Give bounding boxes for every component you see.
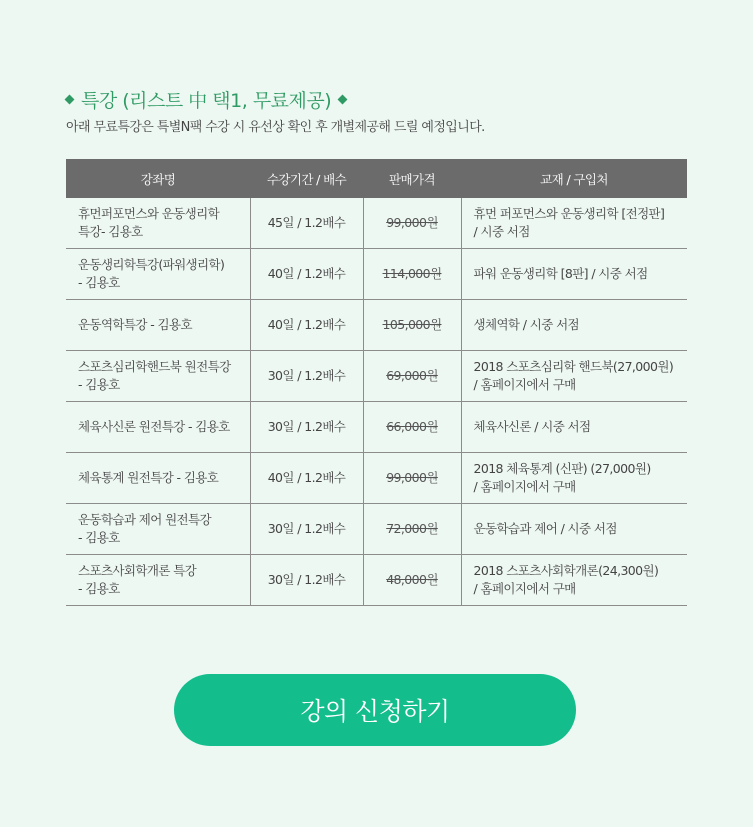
table-row [66, 198, 687, 249]
section-title-row [66, 86, 346, 113]
section-title: 특강 (리스트 中 택1, 무료제공) [81, 90, 332, 112]
diamond-bullet-icon [338, 95, 348, 105]
table-row [66, 555, 687, 606]
course-name-cell: 체육사신론 원전특강 - 김용호 [66, 402, 250, 453]
period-cell: 40일 / 1.2배수 [250, 249, 363, 300]
course-name-cell: 운동생리학특강(파워생리학) - 김용호 [66, 249, 250, 300]
book-cell: 파워 운동생리학 [8판] / 시중 서점 [461, 249, 687, 300]
course-name-cell: 스포츠사회학개론 특강 - 김용호 [66, 555, 250, 606]
table-row [66, 300, 687, 351]
period-cell: 40일 / 1.2배수 [250, 453, 363, 504]
period-cell: 30일 / 1.2배수 [250, 402, 363, 453]
header-course-name: 강좌명 [66, 159, 250, 198]
price-cell: 114,000원 [363, 249, 461, 300]
apply-course-button[interactable]: 강의 신청하기 [174, 674, 576, 746]
period-cell: 45일 / 1.2배수 [250, 198, 363, 249]
period-cell: 30일 / 1.2배수 [250, 555, 363, 606]
price-cell: 99,000원 [363, 453, 461, 504]
section-subtitle: 아래 무료특강은 특별N팩 수강 시 유선상 확인 후 개별제공해 드릴 예정입니다. [66, 120, 485, 135]
book-cell: 휴먼 퍼포먼스와 운동생리학 [전정판] / 시중 서점 [461, 198, 687, 249]
period-cell: 30일 / 1.2배수 [250, 504, 363, 555]
course-table [66, 159, 687, 606]
table-row [66, 351, 687, 402]
book-cell: 운동학습과 제어 / 시중 서점 [461, 504, 687, 555]
price-cell: 69,000원 [363, 351, 461, 402]
table-row [66, 402, 687, 453]
price-cell: 105,000원 [363, 300, 461, 351]
book-cell: 2018 체육통계 (신판) (27,000원) / 홈페이지에서 구매 [461, 453, 687, 504]
price-cell: 99,000원 [363, 198, 461, 249]
book-cell: 체육사신론 / 시중 서점 [461, 402, 687, 453]
book-cell: 생체역학 / 시중 서점 [461, 300, 687, 351]
diamond-bullet-icon [65, 95, 75, 105]
table-row [66, 453, 687, 504]
course-name-cell: 운동역학특강 - 김용호 [66, 300, 250, 351]
course-name-cell: 운동학습과 제어 원전특강 - 김용호 [66, 504, 250, 555]
header-book: 교재 / 구입처 [461, 159, 687, 198]
course-name-cell: 체육통계 원전특강 - 김용호 [66, 453, 250, 504]
book-cell: 2018 스포츠사회학개론(24,300원) / 홈페이지에서 구매 [461, 555, 687, 606]
price-cell: 72,000원 [363, 504, 461, 555]
price-cell: 66,000원 [363, 402, 461, 453]
book-cell: 2018 스포츠심리학 핸드북(27,000원) / 홈페이지에서 구매 [461, 351, 687, 402]
table-header-row [66, 159, 687, 198]
course-name-cell: 스포츠심리학핸드북 원전특강 - 김용호 [66, 351, 250, 402]
table-row [66, 504, 687, 555]
table-row [66, 249, 687, 300]
price-cell: 48,000원 [363, 555, 461, 606]
period-cell: 30일 / 1.2배수 [250, 351, 363, 402]
course-name-cell: 휴먼퍼포먼스와 운동생리학 특강- 김용호 [66, 198, 250, 249]
period-cell: 40일 / 1.2배수 [250, 300, 363, 351]
header-price: 판매가격 [363, 159, 461, 198]
header-period: 수강기간 / 배수 [250, 159, 363, 198]
